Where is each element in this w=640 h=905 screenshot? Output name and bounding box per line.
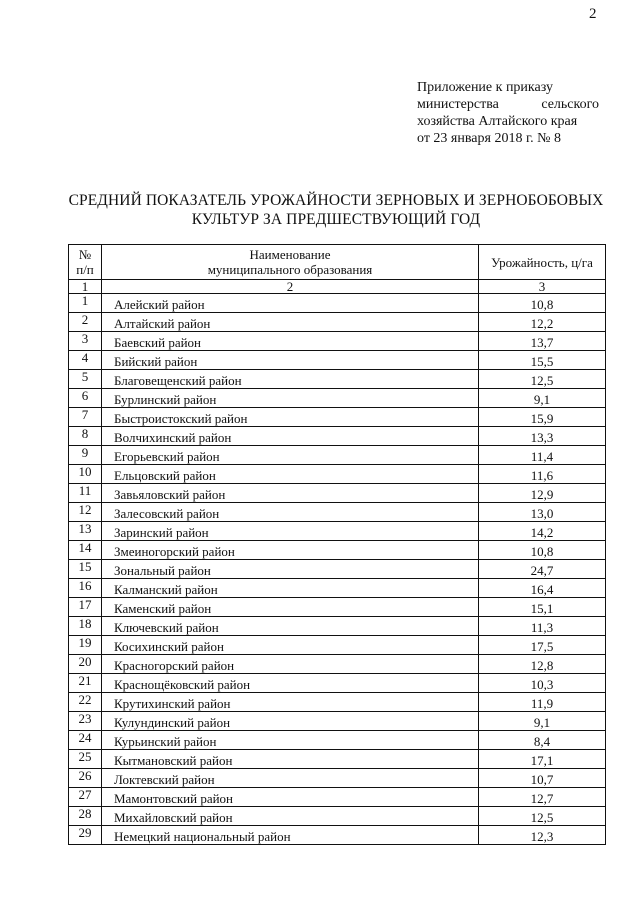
- row-number-cell: 17: [69, 598, 102, 617]
- district-name-cell: Михайловский район: [102, 807, 479, 826]
- document-title: [66, 191, 606, 229]
- table-row: [69, 807, 606, 826]
- district-name-cell: Ключевский район: [102, 617, 479, 636]
- district-name-cell: Заринский район: [102, 522, 479, 541]
- column-number-row: [69, 280, 606, 294]
- header-number-line-1: №: [78, 247, 92, 262]
- district-name-cell: Быстроистокский район: [102, 408, 479, 427]
- district-name-cell: Волчихинский район: [102, 427, 479, 446]
- yield-value-cell: 10,3: [479, 674, 606, 693]
- yield-value-cell: 15,9: [479, 408, 606, 427]
- table-row: [69, 560, 606, 579]
- yield-value-cell: 13,7: [479, 332, 606, 351]
- yield-value-cell: 9,1: [479, 389, 606, 408]
- row-number-cell: 21: [69, 674, 102, 693]
- table-row: [69, 788, 606, 807]
- table-row: [69, 541, 606, 560]
- district-name-cell: Завьяловский район: [102, 484, 479, 503]
- district-name-cell: Кытмановский район: [102, 750, 479, 769]
- table-row: [69, 636, 606, 655]
- table-row: [69, 617, 606, 636]
- yield-table: [68, 244, 606, 845]
- district-name-cell: Косихинский район: [102, 636, 479, 655]
- district-name-cell: Кулундинский район: [102, 712, 479, 731]
- table-row: [69, 769, 606, 788]
- district-name-cell: Алтайский район: [102, 313, 479, 332]
- table-row: [69, 294, 606, 313]
- row-number-cell: 14: [69, 541, 102, 560]
- district-name-cell: Залесовский район: [102, 503, 479, 522]
- header-name-cell: [102, 245, 479, 280]
- row-number-cell: 11: [69, 484, 102, 503]
- yield-value-cell: 12,5: [479, 807, 606, 826]
- yield-value-cell: 15,1: [479, 598, 606, 617]
- district-name-cell: Курьинский район: [102, 731, 479, 750]
- yield-value-cell: 17,5: [479, 636, 606, 655]
- row-number-cell: 27: [69, 788, 102, 807]
- district-name-cell: Ельцовский район: [102, 465, 479, 484]
- yield-value-cell: 24,7: [479, 560, 606, 579]
- table-row: [69, 351, 606, 370]
- table-row: [69, 484, 606, 503]
- district-name-cell: Немецкий национальный район: [102, 826, 479, 845]
- row-number-cell: 28: [69, 807, 102, 826]
- district-name-cell: Красногорский район: [102, 655, 479, 674]
- yield-value-cell: 11,6: [479, 465, 606, 484]
- district-name-cell: Бийский район: [102, 351, 479, 370]
- appendix-line-3: хозяйства Алтайского края: [417, 114, 578, 129]
- yield-value-cell: 11,9: [479, 693, 606, 712]
- yield-value-cell: 8,4: [479, 731, 606, 750]
- table-row: [69, 655, 606, 674]
- row-number-cell: 7: [69, 408, 102, 427]
- row-number-cell: 16: [69, 579, 102, 598]
- district-name-cell: Бурлинский район: [102, 389, 479, 408]
- yield-value-cell: 12,3: [479, 826, 606, 845]
- row-number-cell: 9: [69, 446, 102, 465]
- row-number-cell: 8: [69, 427, 102, 446]
- column-number-2: 2: [102, 280, 479, 294]
- appendix-line-2-right: сельского: [541, 97, 599, 112]
- row-number-cell: 2: [69, 313, 102, 332]
- table-row: [69, 693, 606, 712]
- yield-value-cell: 12,7: [479, 788, 606, 807]
- yield-value-cell: 17,1: [479, 750, 606, 769]
- row-number-cell: 24: [69, 731, 102, 750]
- header-name-line-2: муниципального образования: [207, 262, 373, 277]
- district-name-cell: Краснощёковский район: [102, 674, 479, 693]
- table-row: [69, 389, 606, 408]
- district-name-cell: Зональный район: [102, 560, 479, 579]
- row-number-cell: 15: [69, 560, 102, 579]
- table-row: [69, 370, 606, 389]
- district-name-cell: Алейский район: [102, 294, 479, 313]
- header-name-line-1: Наименование: [249, 247, 331, 262]
- yield-value-cell: 10,8: [479, 294, 606, 313]
- yield-value-cell: 14,2: [479, 522, 606, 541]
- table-row: [69, 579, 606, 598]
- appendix-line-2: [417, 96, 599, 113]
- yield-value-cell: 11,4: [479, 446, 606, 465]
- appendix-note: [417, 79, 599, 147]
- table-row: [69, 465, 606, 484]
- table-row: [69, 408, 606, 427]
- row-number-cell: 19: [69, 636, 102, 655]
- appendix-line-1: Приложение к приказу: [417, 80, 553, 95]
- district-name-cell: Крутихинский район: [102, 693, 479, 712]
- yield-value-cell: 10,7: [479, 769, 606, 788]
- district-name-cell: Локтевский район: [102, 769, 479, 788]
- district-name-cell: Баевский район: [102, 332, 479, 351]
- yield-value-cell: 13,0: [479, 503, 606, 522]
- row-number-cell: 25: [69, 750, 102, 769]
- row-number-cell: 3: [69, 332, 102, 351]
- yield-value-cell: 12,5: [479, 370, 606, 389]
- yield-value-cell: 12,9: [479, 484, 606, 503]
- district-name-cell: Благовещенский район: [102, 370, 479, 389]
- row-number-cell: 1: [69, 294, 102, 313]
- table-row: [69, 313, 606, 332]
- table-row: [69, 446, 606, 465]
- district-name-cell: Каменский район: [102, 598, 479, 617]
- appendix-line-4: от 23 января 2018 г. № 8: [417, 131, 561, 146]
- yield-value-cell: 13,3: [479, 427, 606, 446]
- row-number-cell: 20: [69, 655, 102, 674]
- table-row: [69, 750, 606, 769]
- yield-value-cell: 12,2: [479, 313, 606, 332]
- district-name-cell: Калманский район: [102, 579, 479, 598]
- row-number-cell: 4: [69, 351, 102, 370]
- column-number-3: 3: [479, 280, 606, 294]
- yield-value-cell: 12,8: [479, 655, 606, 674]
- row-number-cell: 18: [69, 617, 102, 636]
- table-row: [69, 674, 606, 693]
- table-row: [69, 731, 606, 750]
- table-row: [69, 332, 606, 351]
- district-name-cell: Егорьевский район: [102, 446, 479, 465]
- row-number-cell: 26: [69, 769, 102, 788]
- district-name-cell: Змеиногорский район: [102, 541, 479, 560]
- table-row: [69, 598, 606, 617]
- row-number-cell: 23: [69, 712, 102, 731]
- row-number-cell: 10: [69, 465, 102, 484]
- title-line-1: СРЕДНИЙ ПОКАЗАТЕЛЬ УРОЖАЙНОСТИ ЗЕРНОВЫХ И ЗЕРНОБОБОВЫХ: [68, 192, 604, 209]
- table-row: [69, 522, 606, 541]
- row-number-cell: 22: [69, 693, 102, 712]
- table-row: [69, 503, 606, 522]
- row-number-cell: 6: [69, 389, 102, 408]
- page-number: 2: [589, 6, 597, 22]
- district-name-cell: Мамонтовский район: [102, 788, 479, 807]
- row-number-cell: 13: [69, 522, 102, 541]
- yield-value-cell: 11,3: [479, 617, 606, 636]
- yield-value-cell: 15,5: [479, 351, 606, 370]
- header-number-cell: [69, 245, 102, 280]
- table-row: [69, 712, 606, 731]
- header-yield-cell: Урожайность, ц/га: [479, 245, 606, 280]
- title-line-2: КУЛЬТУР ЗА ПРЕДШЕСТВУЮЩИЙ ГОД: [191, 211, 481, 228]
- yield-value-cell: 10,8: [479, 541, 606, 560]
- row-number-cell: 12: [69, 503, 102, 522]
- table-row: [69, 826, 606, 845]
- row-number-cell: 5: [69, 370, 102, 389]
- appendix-line-2-left: министерства: [417, 97, 499, 112]
- header-number-line-2: п/п: [76, 262, 94, 277]
- table-header-row: [69, 245, 606, 280]
- row-number-cell: 29: [69, 826, 102, 845]
- table-row: [69, 427, 606, 446]
- yield-value-cell: 9,1: [479, 712, 606, 731]
- column-number-1: 1: [69, 280, 102, 294]
- yield-value-cell: 16,4: [479, 579, 606, 598]
